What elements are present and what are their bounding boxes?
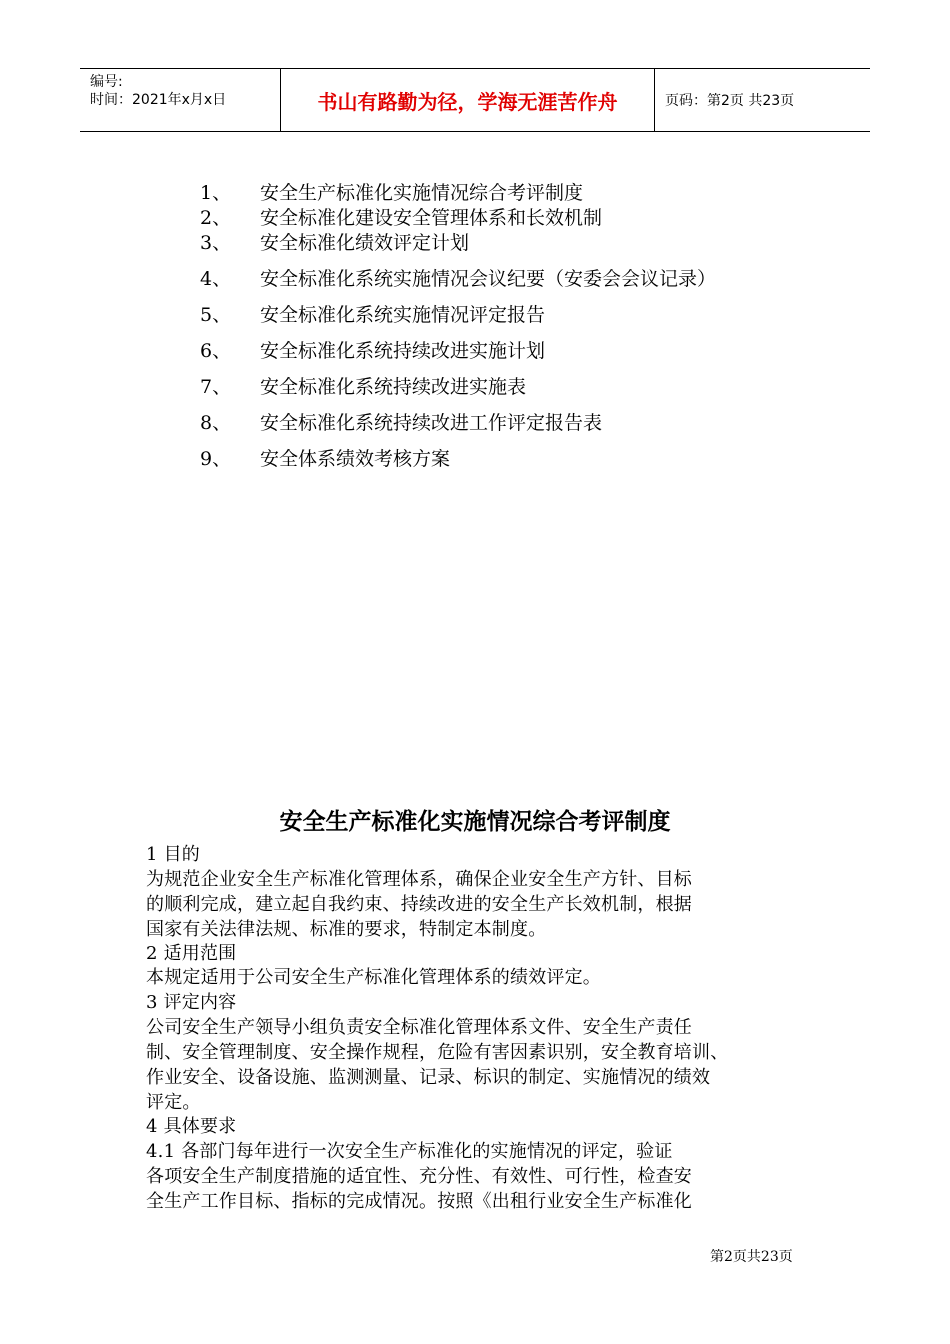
document-title: 安全生产标准化实施情况综合考评制度 <box>279 809 671 835</box>
body-text-line: 的顺利完成，建立起自我约束、持续改进的安全生产长效机制，根据 <box>146 894 692 915</box>
body-text-line: 为规范企业安全生产标准化管理体系，确保企业安全生产方针、目标 <box>146 869 692 890</box>
toc-text: 安全体系绩效考核方案 <box>260 448 451 470</box>
toc-item <box>200 206 602 230</box>
toc-text: 安全生产标准化实施情况综合考评制度 <box>260 182 584 204</box>
toc-number: 9、 <box>200 448 232 470</box>
toc-text: 安全标准化系统实施情况评定报告 <box>260 304 546 326</box>
toc-number: 1、 <box>200 182 232 204</box>
toc-number: 4、 <box>200 268 232 290</box>
toc-text: 安全标准化系统持续改进实施计划 <box>260 340 546 362</box>
body-text-line: 本规定适用于公司安全生产标准化管理体系的绩效评定。 <box>146 967 601 988</box>
toc-item <box>200 267 716 291</box>
toc-text: 安全标准化绩效评定计划 <box>260 232 470 254</box>
header-motto: 书山有路勤为径，学海无涯苦作舟 <box>281 69 655 131</box>
body-text-line: 公司安全生产领导小组负责安全标准化管理体系文件、安全生产责任 <box>146 1017 692 1038</box>
body-text-line: 各项安全生产制度措施的适宜性、充分性、有效性、可行性，检查安 <box>146 1166 692 1187</box>
section-heading: 1 目的 <box>146 844 200 865</box>
toc-number: 3、 <box>200 232 232 254</box>
time-label: 时间：2021年x月x日 <box>90 92 227 108</box>
header-page-label: 页码：第2页 共23页 <box>665 93 795 109</box>
section-heading: 2 适用范围 <box>146 943 237 964</box>
toc-text: 安全标准化系统实施情况会议纪要（安委会会议记录） <box>260 268 717 290</box>
toc-number: 7、 <box>200 376 232 398</box>
body-text-line: 制、安全管理制度、安全操作规程，危险有害因素识别，安全教育培训、 <box>146 1042 729 1063</box>
toc-item <box>200 231 469 255</box>
body-text-line: 4.1 各部门每年进行一次安全生产标准化的实施情况的评定，验证 <box>146 1141 673 1162</box>
body-text-line: 全生产工作目标、指标的完成情况。按照《出租行业安全生产标准化 <box>146 1191 692 1212</box>
toc-number: 2、 <box>200 207 232 229</box>
section-heading: 4 具体要求 <box>146 1116 237 1137</box>
toc-item <box>200 339 545 363</box>
section-heading: 3 评定内容 <box>146 992 237 1013</box>
body-text-line: 国家有关法律法规、标准的要求，特制定本制度。 <box>146 919 547 940</box>
table-of-contents <box>0 0 950 480</box>
toc-item <box>200 375 526 399</box>
toc-text: 安全标准化系统持续改进实施表 <box>260 376 527 398</box>
toc-number: 8、 <box>200 412 232 434</box>
toc-item <box>200 411 602 435</box>
toc-item <box>200 447 450 471</box>
body-text-line: 评定。 <box>146 1092 201 1113</box>
page-footer: 第2页共23页 <box>710 1249 793 1265</box>
body-text-line: 作业安全、设备设施、监测测量、记录、标识的制定、实施情况的绩效 <box>146 1067 711 1088</box>
toc-number: 6、 <box>200 340 232 362</box>
toc-number: 5、 <box>200 304 232 326</box>
toc-item <box>200 303 545 327</box>
toc-text: 安全标准化建设安全管理体系和长效机制 <box>260 207 603 229</box>
toc-text: 安全标准化系统持续改进工作评定报告表 <box>260 412 603 434</box>
number-label: 编号: <box>90 74 123 90</box>
toc-item <box>200 181 583 205</box>
